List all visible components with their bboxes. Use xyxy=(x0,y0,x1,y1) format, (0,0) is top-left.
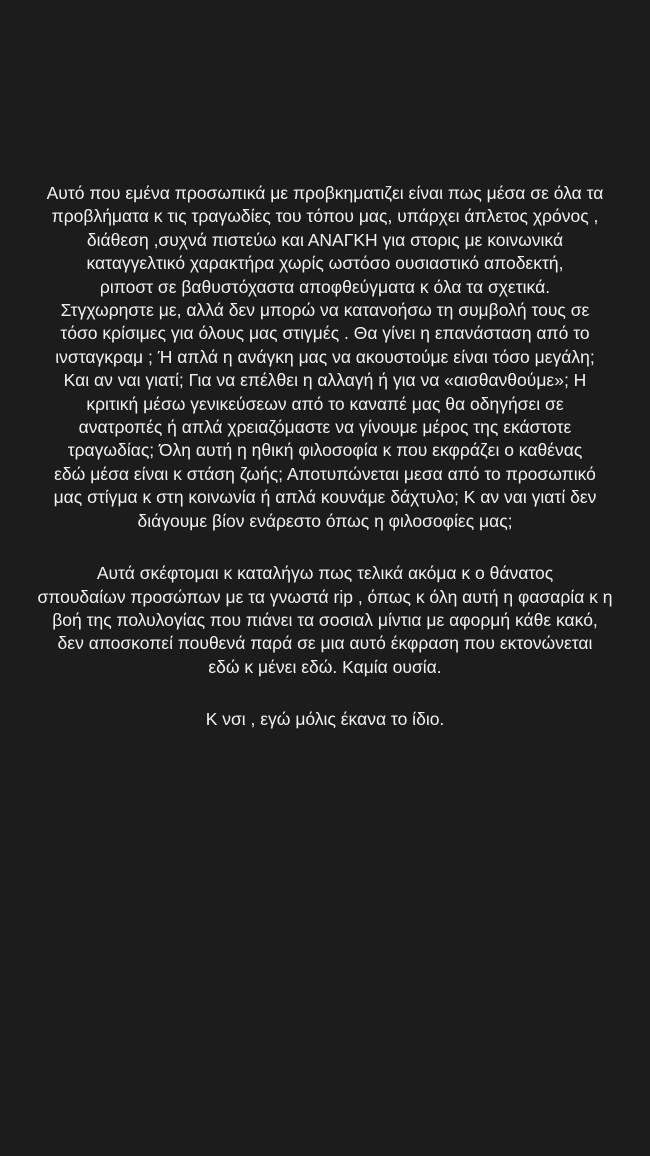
story-line: διάγουμε βίον ενάρεστο όπως η φιλοσοφίες μας; xyxy=(137,510,513,531)
story-line: εδώ μέσα είναι κ στάση ζωής; Αποτυπώνεται μεσα από το προσωπικό xyxy=(54,463,596,484)
story-line: Και αν ναι γιατί; Για να επέλθει η αλλαγή ή για να «αισθανθούμε»; Η xyxy=(63,370,587,391)
story-line: δεν αποσκοπεί πουθενά παρά σε μια αυτό έκφραση που εκτονώνεται xyxy=(57,633,593,654)
story-text-block xyxy=(0,182,650,732)
story-paragraph-2 xyxy=(10,562,640,679)
story-line: βοή της πολυλογίας που πιάνει τα σοσιαλ μίντια με αφορμή κάθε κακό, xyxy=(52,609,598,630)
story-paragraph-3 xyxy=(10,708,640,731)
story-line: τόσο κρίσιμες για όλους μας στιγμές . Θα γίνει η επανάσταση από το xyxy=(60,323,590,344)
story-line: σπουδαίων προσώπων με τα γνωστά rip , όπως κ όλη αυτή η φασαρία κ η xyxy=(37,586,613,607)
story-line: μας στίγμα κ στη κοινωνία ή απλά κουνάμε δάχτυλο; Κ αν ναι γιατί δεν xyxy=(53,487,597,508)
story-line: ριποστ σε βαθυστόχαστα αποφθεύγματα κ όλα τα σχετικά. xyxy=(99,276,551,297)
story-line: εδώ κ μένει εδώ. Καμία ουσία. xyxy=(208,656,442,677)
story-line: τραγωδίας; Όλη αυτή η ηθική φιλοσοφία κ που εκφράζει ο καθένας xyxy=(67,440,583,461)
story-line: Στγχωρηστε με, αλλά δεν μπορώ να κατανοήσω τη συμβολή τους σε xyxy=(60,300,590,321)
story-line: ανατροπές ή απλά χρειαζόμαστε να γίνουμε μέρος της εκάστοτε xyxy=(78,417,572,438)
story-paragraph-1 xyxy=(10,182,640,533)
story-line: Κ νσι , εγώ μόλις έκανα το ίδιο. xyxy=(205,709,445,730)
story-line: προβλήματα κ τις τραγωδίες του τόπου μας, υπάρχει άπλετος χρόνος , xyxy=(51,206,599,227)
story-line: ινσταγκραμ ; Ή απλά η ανάγκη μας να ακουστούμε είναι τόσο μεγάλη; xyxy=(55,346,595,367)
story-line: Αυτό που εμένα προσωπικά με προβκηματιζει είναι πως μέσα σε όλα τα xyxy=(46,183,604,203)
story-line: καταγγελτικό χαρακτήρα χωρίς ωστόσο ουσιαστικό αποδεκτή, xyxy=(86,253,564,274)
story-line: διάθεση ,συχνά πιστεύω και ΑΝΑΓΚΗ για στορις με κοινωνικά xyxy=(86,229,564,250)
story-line: κριτική μέσω γενικεύσεων από το καναπέ μας θα οδηγήσει σε xyxy=(86,393,564,414)
paragraph-gap xyxy=(10,533,640,562)
paragraph-gap xyxy=(10,679,640,708)
story-line: Αυτά σκέφτομαι κ καταλήγω πως τελικά ακόμα κ ο θάνατος xyxy=(96,563,554,584)
